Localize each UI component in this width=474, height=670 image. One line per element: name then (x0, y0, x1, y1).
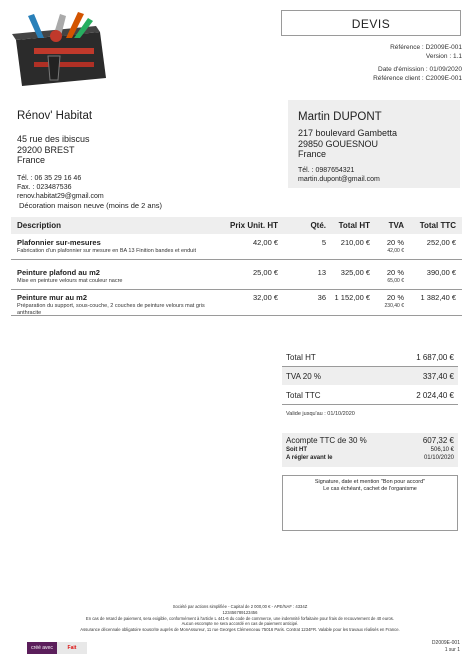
row-desc: Mise en peinture velours mat couleur nacre (17, 278, 123, 284)
company-address1: 45 rue des ibiscus (17, 134, 90, 144)
client-contact (298, 166, 380, 184)
row-total-ht: 210,00 € (340, 238, 370, 247)
row-title: Plafonnier sur-mesures (17, 238, 101, 247)
col-total-ht: Total HT (338, 221, 370, 230)
deposit-label: Acompte TTC de 30 % (286, 436, 367, 445)
col-total-ttc: Total TTC (419, 221, 456, 230)
badge-right: Fait (57, 642, 87, 654)
table-row (11, 265, 462, 290)
tva-label: TVA 20 % (286, 372, 321, 381)
quote-subject: Décoration maison neuve (moins de 2 ans) (19, 201, 162, 210)
total-ht-label: Total HT (286, 353, 316, 362)
total-ttc-label: Total TTC (286, 391, 321, 400)
badge-left: créé avec (27, 642, 57, 654)
row-desc: Préparation du support, sous-couche, 2 couches de peinture velours mat gris anthracite (17, 303, 205, 316)
row-tva-rate: 20 % (386, 268, 404, 277)
row-tva-amount: 42,00 € (387, 248, 404, 254)
company-block (17, 110, 257, 201)
row-total-ttc: 390,00 € (426, 268, 456, 277)
col-description: Description (17, 221, 62, 230)
valid-until: Valide jusqu'au : 01/10/2020 (286, 411, 355, 417)
reference-label: Référence : D2009E-001 (390, 44, 462, 51)
total-ttc-row (282, 386, 458, 405)
issue-date-label: Date d'émission : 01/09/2020 (378, 66, 462, 73)
deposit-soit-label: Soit HT (286, 447, 307, 453)
company-name: Rénov' Habitat (17, 110, 93, 122)
total-ht-row (282, 348, 458, 367)
signature-line1: Signature, date et mention "Bon pour accord" (314, 479, 426, 485)
created-with-badge[interactable] (27, 642, 87, 654)
table-row (11, 235, 462, 260)
deposit-block (282, 433, 458, 467)
row-total-ht: 325,00 € (340, 268, 370, 277)
company-logo-toolbox (8, 10, 108, 90)
company-phone: Tél. : 06 35 29 16 46 (17, 174, 82, 182)
footer-line4: Aucun escompte ne sera accordé en cas de paiement anticipé. (181, 621, 299, 627)
tva-value: 337,40 € (422, 372, 454, 381)
version-label: Version : 1.1 (425, 52, 462, 60)
row-tva-rate: 20 % (386, 293, 404, 302)
document-title: DEVIS (281, 10, 461, 36)
client-phone: Tél. : 0987654321 (298, 167, 355, 174)
document-meta (390, 44, 462, 61)
company-address2: 29200 BREST (17, 144, 75, 155)
table-row (11, 290, 462, 316)
deposit-due-label: A régler avant le (286, 455, 333, 461)
row-unit-price: 25,00 € (252, 268, 278, 277)
page-ref-code: D2009E-001 (431, 640, 460, 646)
deposit-due-value: 01/10/2020 (423, 455, 454, 461)
row-tva-amount: 65,00 € (387, 278, 404, 284)
deposit-soit-value: 506,10 € (430, 447, 454, 453)
row-title: Peinture plafond au m2 (17, 268, 100, 277)
row-unit-price: 32,00 € (252, 293, 278, 302)
row-title: Peinture mur au m2 (17, 293, 88, 302)
col-qty: Qté. (310, 221, 326, 230)
footer-line3: En cas de retard de paiement, sera exigible, conformément à l'article L 441-6 du code de commerce, une indemnité forfaitaire pour frais de recouvrement de 40 euros. (85, 615, 395, 621)
deposit-amount: 607,32 € (422, 436, 454, 445)
col-tva: TVA (388, 221, 404, 230)
row-desc: Fabrication d'un plafonnier sur mesure en BA 13 Finition bandes et enduit (17, 248, 196, 254)
document-dates (373, 66, 462, 83)
footer-legal (60, 604, 420, 633)
col-unit-price: Prix Unit. HT (229, 221, 278, 230)
row-total-ht: 1 152,00 € (334, 293, 370, 302)
signature-box[interactable] (282, 475, 458, 531)
page-reference (432, 640, 460, 653)
row-tva-amount: 230,40 € (384, 303, 404, 309)
company-email: renov.habitat29@gmail.com (17, 192, 104, 200)
table-header (11, 217, 462, 234)
row-qty: 13 (317, 268, 326, 277)
row-total-ttc: 252,00 € (426, 238, 456, 247)
total-ht-value: 1 687,00 € (416, 353, 454, 362)
footer-line1: Société par actions simplifiée - Capital de 2 000,00 € - APE/NAF : 4334Z (172, 604, 308, 609)
row-qty: 36 (317, 293, 326, 302)
company-fax: Fax. : 023487536 (17, 183, 72, 191)
client-ref-label: Référence client : C2009E-001 (373, 74, 462, 82)
client-address2: 29850 GOUESNOU (298, 138, 379, 149)
row-unit-price: 42,00 € (252, 238, 278, 247)
signature-line2: Le cas échéant, cachet de l'organisme (323, 486, 417, 492)
client-country: France (298, 149, 327, 159)
footer-line2: 123456789123456 (222, 609, 258, 615)
row-qty: 5 (321, 238, 326, 247)
client-address (298, 128, 397, 160)
page-number: 1 sur 1 (444, 646, 460, 653)
row-total-ttc: 1 382,40 € (420, 293, 456, 302)
tva-row (282, 367, 458, 385)
company-country: France (17, 155, 46, 165)
client-name: Martin DUPONT (298, 111, 382, 123)
row-tva-rate: 20 % (386, 238, 404, 247)
client-email: martin.dupont@gmail.com (298, 176, 380, 183)
footer-line5: Assurance décennale obligatoire souscrite auprès de MonAssureur, 11 rue Georges Clémenceau 75016 Paris. Contrat 1234FR. Valable pour les travaux réalisés en France. (80, 627, 400, 633)
total-ttc-value: 2 024,40 € (416, 391, 454, 400)
client-address1: 217 boulevard Gambetta (298, 128, 398, 138)
